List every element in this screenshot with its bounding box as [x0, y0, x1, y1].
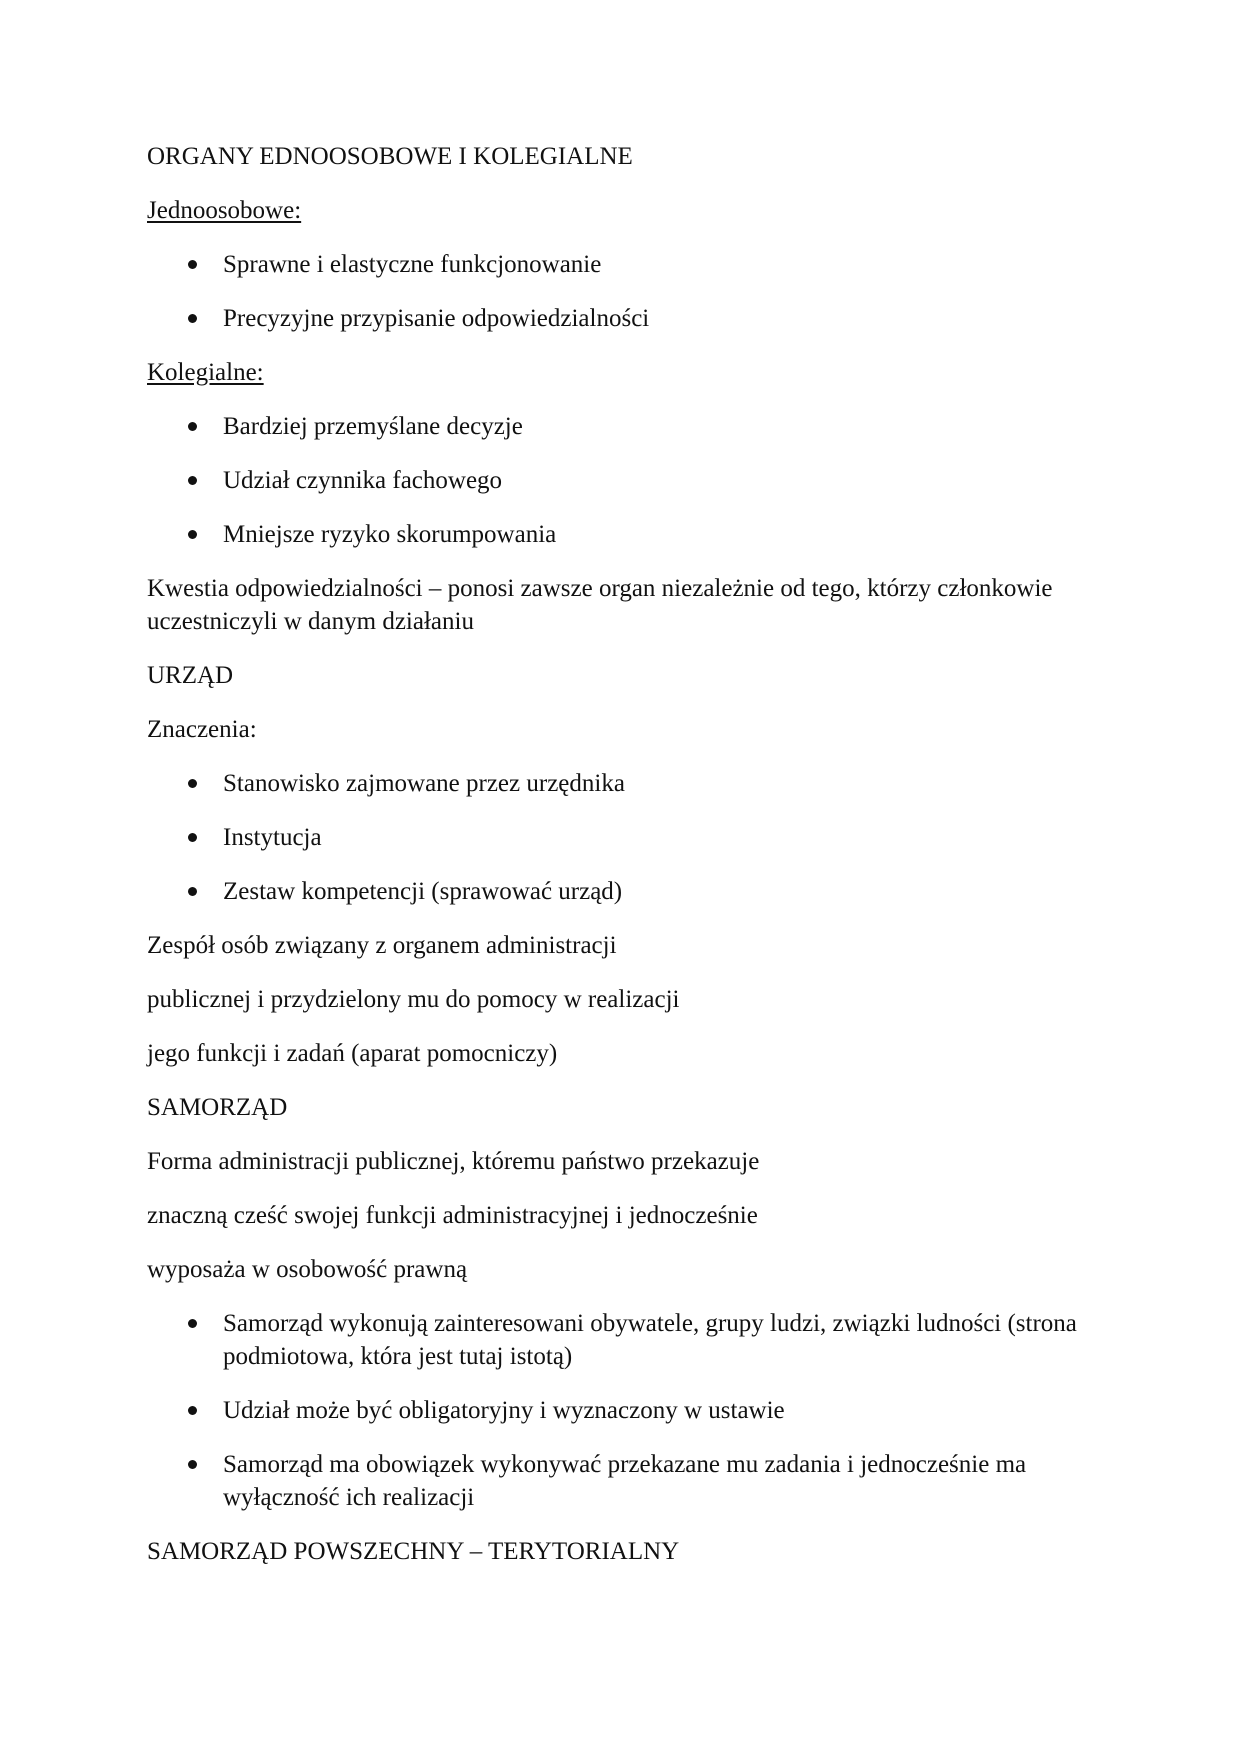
list-item-text: Udział może być obligatoryjny i wyznaczony w ustawie: [223, 1397, 785, 1424]
paragraph-zespol-line-1: Zespół osób związany z organem administracji: [147, 932, 617, 959]
bullet-icon: [188, 1460, 197, 1469]
list-item-text: Stanowisko zajmowane przez urzędnika: [223, 770, 625, 797]
list-item: [147, 464, 1097, 497]
heading-kolegialne: Kolegialne:: [147, 359, 264, 386]
bullet-icon: [188, 887, 197, 896]
list-item-text: Bardziej przemyślane decyzje: [223, 413, 523, 440]
list-item-text: Precyzyjne przypisanie odpowiedzialności: [223, 305, 650, 332]
bullet-icon: [188, 530, 197, 539]
bullet-icon: [188, 779, 197, 788]
paragraph-forma-line-2: znaczną cześć swojej funkcji administracyjnej i jednocześnie: [147, 1202, 758, 1229]
list-item: [147, 302, 1097, 335]
paragraph-odpowiedzialnosc: Kwestia odpowiedzialności – ponosi zawsze organ niezależnie od tego, którzy członkowie uczestniczyli w danym działaniu: [147, 575, 1053, 635]
list-item-text: Samorząd ma obowiązek wykonywać przekazane mu zadania i jednocześnie ma wyłączność ich realizacji: [223, 1451, 1027, 1511]
list-znaczenia: [147, 767, 1097, 908]
paragraph-forma-line-3: wyposaża w osobowość prawną: [147, 1256, 468, 1283]
list-item-text: Udział czynnika fachowego: [223, 467, 503, 494]
list-item: [147, 518, 1097, 551]
list-item: [147, 767, 1097, 800]
list-item-text: Instytucja: [223, 824, 322, 851]
paragraph-forma-line-1: Forma administracji publicznej, któremu państwo przekazuje: [147, 1148, 760, 1175]
heading-znaczenia: Znaczenia:: [147, 716, 257, 743]
bullet-icon: [188, 314, 197, 323]
paragraph-zespol-line-3: jego funkcji i zadań (aparat pomocniczy): [147, 1040, 558, 1067]
list-item: [147, 821, 1097, 854]
heading-samorzad: SAMORZĄD: [147, 1094, 288, 1121]
list-item: [147, 1394, 1097, 1427]
list-jednoosobowe: [147, 248, 1097, 335]
heading-urzad: URZĄD: [147, 662, 234, 689]
list-item: [147, 410, 1097, 443]
list-samorzad: [147, 1307, 1097, 1514]
bullet-icon: [188, 1319, 197, 1328]
list-item: [147, 1307, 1097, 1373]
document-page: [147, 140, 1097, 1589]
list-item-text: Sprawne i elastyczne funkcjonowanie: [223, 251, 602, 278]
list-item-text: Zestaw kompetencji (sprawować urząd): [223, 878, 623, 905]
heading-jednoosobowe: Jednoosobowe:: [147, 197, 302, 224]
bullet-icon: [188, 476, 197, 485]
paragraph-zespol-line-2: publicznej i przydzielony mu do pomocy w realizacji: [147, 986, 680, 1013]
bullet-icon: [188, 833, 197, 842]
list-item-text: Samorząd wykonują zainteresowani obywatele, grupy ludzi, związki ludności (strona podmiotowa, która jest tutaj istotą): [223, 1310, 1077, 1370]
heading-samorzad-powszechny: SAMORZĄD POWSZECHNY – TERYTORIALNY: [147, 1538, 680, 1565]
bullet-icon: [188, 422, 197, 431]
list-item: [147, 248, 1097, 281]
bullet-icon: [188, 260, 197, 269]
list-item: [147, 1448, 1097, 1514]
bullet-icon: [188, 1406, 197, 1415]
list-item: [147, 875, 1097, 908]
list-item-text: Mniejsze ryzyko skorumpowania: [223, 521, 557, 548]
section-title-organy: ORGANY EDNOOSOBOWE I KOLEGIALNE: [147, 143, 633, 170]
list-kolegialne: [147, 410, 1097, 551]
